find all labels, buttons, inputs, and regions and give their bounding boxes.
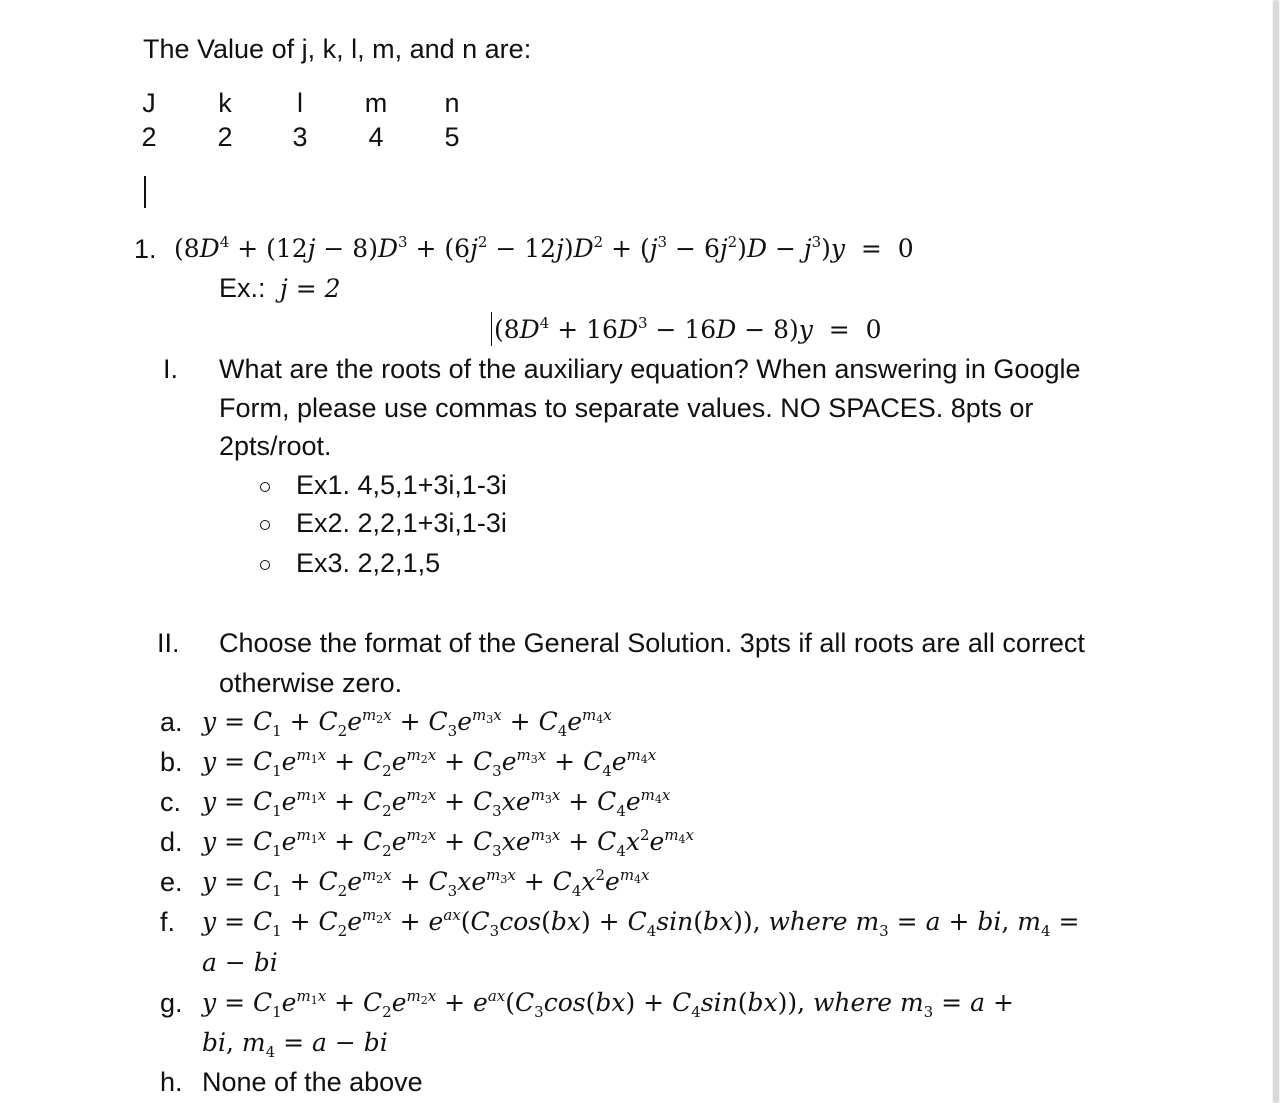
- part1-line1: What are the roots of the auxiliary equation? When answering in Google: [219, 354, 1081, 384]
- table-header-n: n: [444, 88, 460, 118]
- option-c-formula: $y = C_1e^{m_1x} + C_2e^{m_2x} + C_3xe^{m_3x} + C_4e^{m_4x}$: [202, 786, 671, 820]
- example-2: Ex2. 2,2,1+3i,1-3i: [296, 508, 507, 538]
- part2-line1: Choose the format of the General Solution. 3pts if all roots are all correct: [219, 628, 1085, 658]
- example-label: Ex.:: [219, 273, 266, 303]
- bullet-icon: [260, 520, 270, 530]
- part2-numeral: II.: [157, 628, 180, 658]
- table-header-l: l: [297, 88, 303, 118]
- problem-number: 1.: [134, 234, 157, 264]
- table-header-j: J: [142, 88, 156, 118]
- option-d-letter: d.: [160, 827, 183, 857]
- part1-numeral: I.: [163, 354, 179, 384]
- example-1: Ex1. 4,5,1+3i,1-3i: [296, 470, 507, 500]
- table-value-l: 3: [292, 122, 308, 152]
- table-header-k: k: [218, 88, 232, 118]
- option-h-letter: h.: [160, 1067, 183, 1097]
- option-a-letter: a.: [160, 707, 183, 737]
- table-value-j: 2: [141, 122, 157, 152]
- text-cursor: [144, 176, 146, 208]
- option-e-letter: e.: [160, 867, 183, 897]
- scrollbar-thumb[interactable]: [1273, 0, 1279, 1103]
- option-e-formula: $y = C_1 + C_2e^{m_2x} + C_3xe^{m_3x} + C_4x^2e^{m_4x}$: [202, 866, 650, 900]
- bullet-icon: [260, 482, 270, 492]
- table-value-n: 5: [444, 122, 460, 152]
- example-3: Ex3. 2,2,1,5: [296, 548, 441, 578]
- option-d-formula: $y = C_1e^{m_1x} + C_2e^{m_2x} + C_3xe^{m_3x} + C_4x^2e^{m_4x}$: [202, 826, 695, 860]
- option-g-letter: g.: [160, 988, 183, 1018]
- option-g-formula-cont: bi, $m_4 = a$ − bi: [202, 1028, 388, 1061]
- option-a-formula: $y = C_1 + C_2e^{m_2x} + C_3e^{m_3x} + C_4e^{m_4x}$: [202, 706, 612, 740]
- option-f-formula: $y = C_1 + C_2e^{m_2x} + e^{ax}(C_3\cos(bx) + C_4\sin(bx))$, where $m_3 = a$ + bi, $m_4$ =: [202, 906, 1080, 940]
- option-b-formula: $y = C_1e^{m_1x} + C_2e^{m_2x} + C_3e^{m_3x} + C_4e^{m_4x}$: [202, 746, 657, 780]
- option-c-letter: c.: [160, 787, 182, 817]
- substituted-equation: $(8D^4 + 16D^3 - 16D - 8)y = 0$: [494, 314, 882, 344]
- table-value-m: 4: [368, 122, 384, 152]
- example-value: j = 2: [280, 274, 341, 303]
- option-f-letter: f.: [160, 907, 176, 937]
- table-value-k: 2: [217, 122, 233, 152]
- equation-cursor: [491, 312, 492, 346]
- part1-line2: Form, please use commas to separate values. NO SPACES. 8pts or: [219, 393, 1034, 423]
- part1-line3: 2pts/root.: [219, 431, 332, 461]
- option-b-letter: b.: [160, 747, 183, 777]
- differential-equation: $(8D^4 + (12j - 8)D^3 + (6j^2 - 12j)D^2 + (j^3 - 6j^2)D - j^3)y = 0$: [174, 233, 914, 263]
- page-heading: The Value of j, k, l, m, and n are:: [143, 34, 532, 64]
- part2-line2: otherwise zero.: [219, 668, 403, 698]
- option-f-formula-cont: a − bi: [202, 948, 278, 977]
- option-g-formula: $y = C_1e^{m_1x} + C_2e^{m_2x} + e^{ax}(C_3\cos(bx) + C_4\sin(bx))$, where $m_3 = a$ +: [202, 987, 1014, 1021]
- bullet-icon: [260, 560, 270, 570]
- option-h-text: None of the above: [202, 1067, 423, 1097]
- table-header-m: m: [364, 88, 388, 118]
